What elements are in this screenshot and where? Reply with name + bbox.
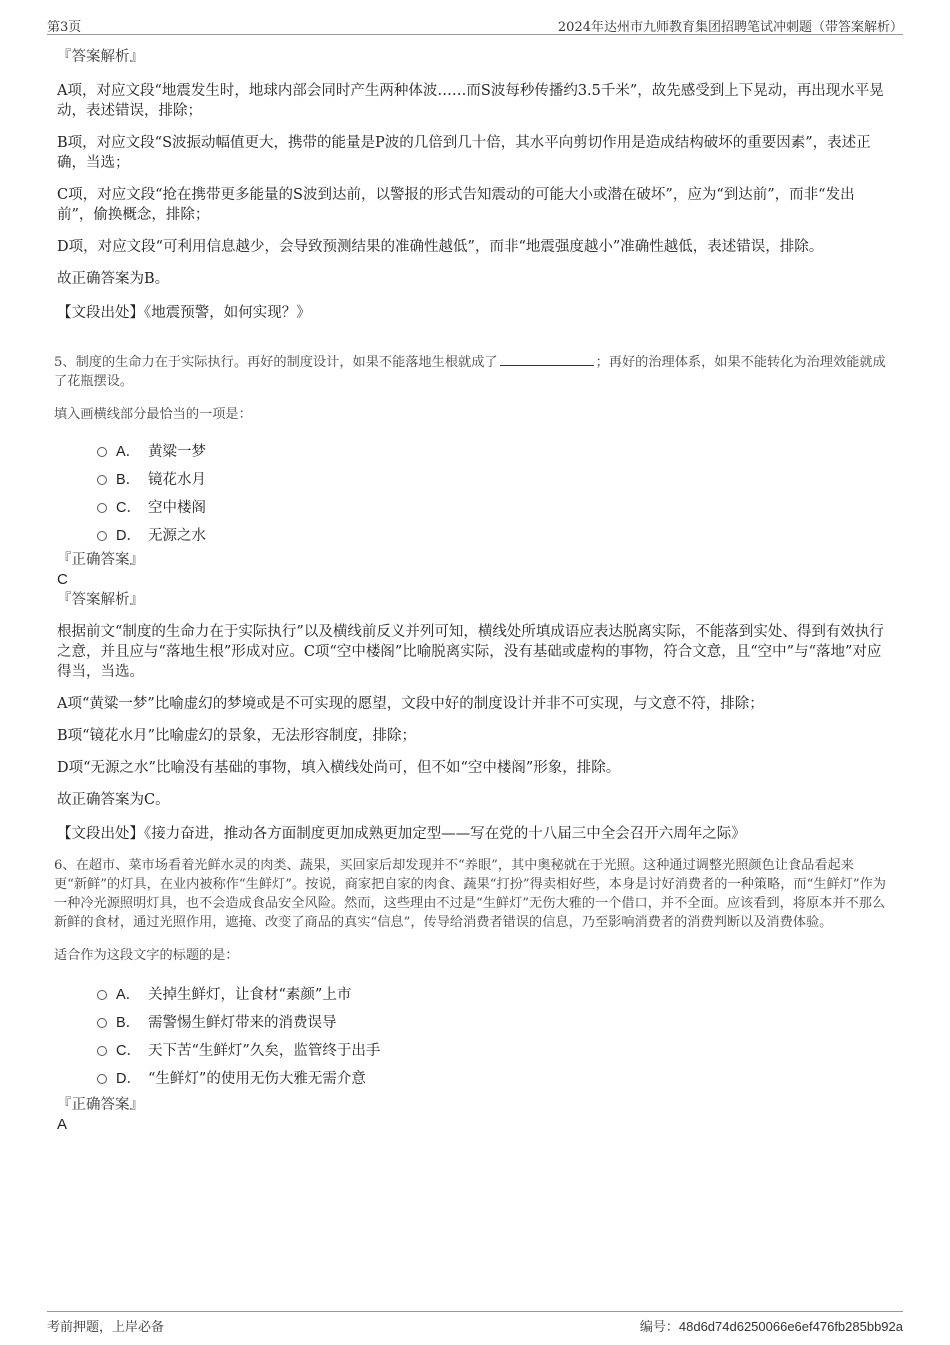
radio-circle-icon[interactable] xyxy=(97,1074,107,1084)
analysis-paragraph: C项，对应文段“抢在携带更多能量的S波到达前，以警报的形式告知震动的可能大小或潜在破坏”，应为“到达前”，而非“发出前”，偷换概念，排除； xyxy=(57,187,855,223)
correct-answer: C xyxy=(57,571,68,588)
option-d[interactable]: D． “生鲜灯”的使用无伤大雅无需介意 xyxy=(97,1063,887,1091)
radio-circle-icon[interactable] xyxy=(97,475,107,485)
document-body xyxy=(54,44,887,1135)
correct-answer-label: 『正确答案』 xyxy=(57,552,144,568)
question-6-prompt: 适合作为这段文字的标题的是： xyxy=(54,948,239,963)
analysis-label: 『答案解析』 xyxy=(57,592,144,608)
option-a[interactable]: A． 关掉生鲜灯，让食材“素颜”上市 xyxy=(97,979,887,1007)
option-c[interactable]: C． 天下苦“生鲜灯”久矣，监管终于出手 xyxy=(97,1035,887,1063)
analysis-paragraph: A项，对应文段“地震发生时，地球内部会同时产生两种体波……而S波每秒传播约3.5千米”，故先感受到上下晃动，再出现水平晃动，表述错误，排除； xyxy=(57,83,884,119)
radio-circle-icon[interactable] xyxy=(97,990,107,1000)
option-a[interactable]: A． 黄粱一梦 xyxy=(97,436,887,464)
option-b[interactable]: B． 镜花水月 xyxy=(97,464,887,492)
answer-statement: 故正确答案为B。 xyxy=(57,271,170,287)
question-5-prompt: 填入画横线部分最恰当的一项是： xyxy=(54,407,252,422)
analysis-paragraph: D项，对应文段“可利用信息越少，会导致预测结果的准确性越低”，而非“地震强度越小”准确性越低，表述错误，排除。 xyxy=(57,239,824,255)
source-citation: 【文段出处】《地震预警，如何实现？》 xyxy=(57,305,311,321)
radio-circle-icon[interactable] xyxy=(97,447,107,457)
radio-circle-icon[interactable] xyxy=(97,1018,107,1028)
footer-slogan: 考前押题，上岸必备 xyxy=(47,1320,165,1335)
option-d[interactable]: D． 无源之水 xyxy=(97,520,887,548)
correct-answer-label: 『正确答案』 xyxy=(57,1097,144,1113)
question-5-options xyxy=(97,436,887,548)
source-citation: 【文段出处】《接力奋进，推动各方面制度更加成熟更加定型——写在党的十八届三中全会召开六周年之际》 xyxy=(57,826,746,842)
option-b[interactable]: B． 需警惕生鲜灯带来的消费误导 xyxy=(97,1007,887,1035)
analysis-label: 『答案解析』 xyxy=(57,49,144,65)
page-footer xyxy=(47,1311,903,1334)
question-5-text: 5、制度的生命力在于实际执行。再好的制度设计，如果不能落地生根就成了 ；再好的治理体系，如果不能转化为治理效能就成了花瓶摆设。 xyxy=(54,355,886,389)
analysis-paragraph: B项“镜花水月”比喻虚幻的景象，无法形容制度，排除； xyxy=(57,728,416,744)
radio-circle-icon[interactable] xyxy=(97,1046,107,1056)
document-title: 2024年达州市九师教育集团招聘笔试冲刺题（带答案解析） xyxy=(557,20,903,35)
question-6-text: 6、在超市、菜市场看着光鲜水灵的肉类、蔬果，买回家后却发现并不“养眼”，其中奥秘就在于光照。这种通过调整光照颜色让食品看起来更“新鲜”的灯具，在业内被称作“生鲜灯”。按说，商家把自家的肉食、蔬果“打扮”得卖相好些，本身是讨好消费者的一种策略，而“生鲜灯”作为一种冷光源照明灯具，也不会造成食品安全风险。然而，这些理由不过是“生鲜灯”无伤大雅的一个借口，并不全面。应该看到，将原本并不那么新鲜的食材，通过光照作用，遮掩、改变了商品的真实“信息”，传导给消费者错误的信息，乃至影响消费者的消费判断以及消费体验。 xyxy=(54,858,886,930)
answer-statement: 故正确答案为C。 xyxy=(57,792,170,808)
page-header xyxy=(47,14,903,35)
option-c[interactable]: C． 空中楼阁 xyxy=(97,492,887,520)
document-code: 编号：48d6d74d6250066e6ef476fb285bb92a xyxy=(639,1319,903,1335)
analysis-paragraph: 根据前文“制度的生命力在于实际执行”以及横线前反义并列可知，横线处所填成语应表达脱离实际，不能落到实处、得到有效执行之意，并且应与“落地生根”形成对应。C项“空中楼阁”比喻脱离实际，没有基础或虚构的事物，符合文意，且“空中”与“落地”对应得当，当选。 xyxy=(57,624,884,680)
analysis-paragraph: A项“黄粱一梦”比喻虚幻的梦境或是不可实现的愿望，文段中好的制度设计并非不可实现，与文意不符，排除； xyxy=(57,696,764,712)
page-number: 第3页 xyxy=(47,20,82,35)
analysis-paragraph: B项，对应文段“S波振动幅值更大，携带的能量是P波的几倍到几十倍，其水平向剪切作用是造成结构破坏的重要因素”，表述正确，当选； xyxy=(57,135,871,171)
radio-circle-icon[interactable] xyxy=(97,531,107,541)
correct-answer: A xyxy=(57,1116,68,1133)
radio-circle-icon[interactable] xyxy=(97,503,107,513)
analysis-paragraph: D项“无源之水”比喻没有基础的事物，填入横线处尚可，但不如“空中楼阁”形象，排除。 xyxy=(57,760,621,776)
fill-blank xyxy=(500,353,594,366)
question-6-options xyxy=(97,979,887,1091)
